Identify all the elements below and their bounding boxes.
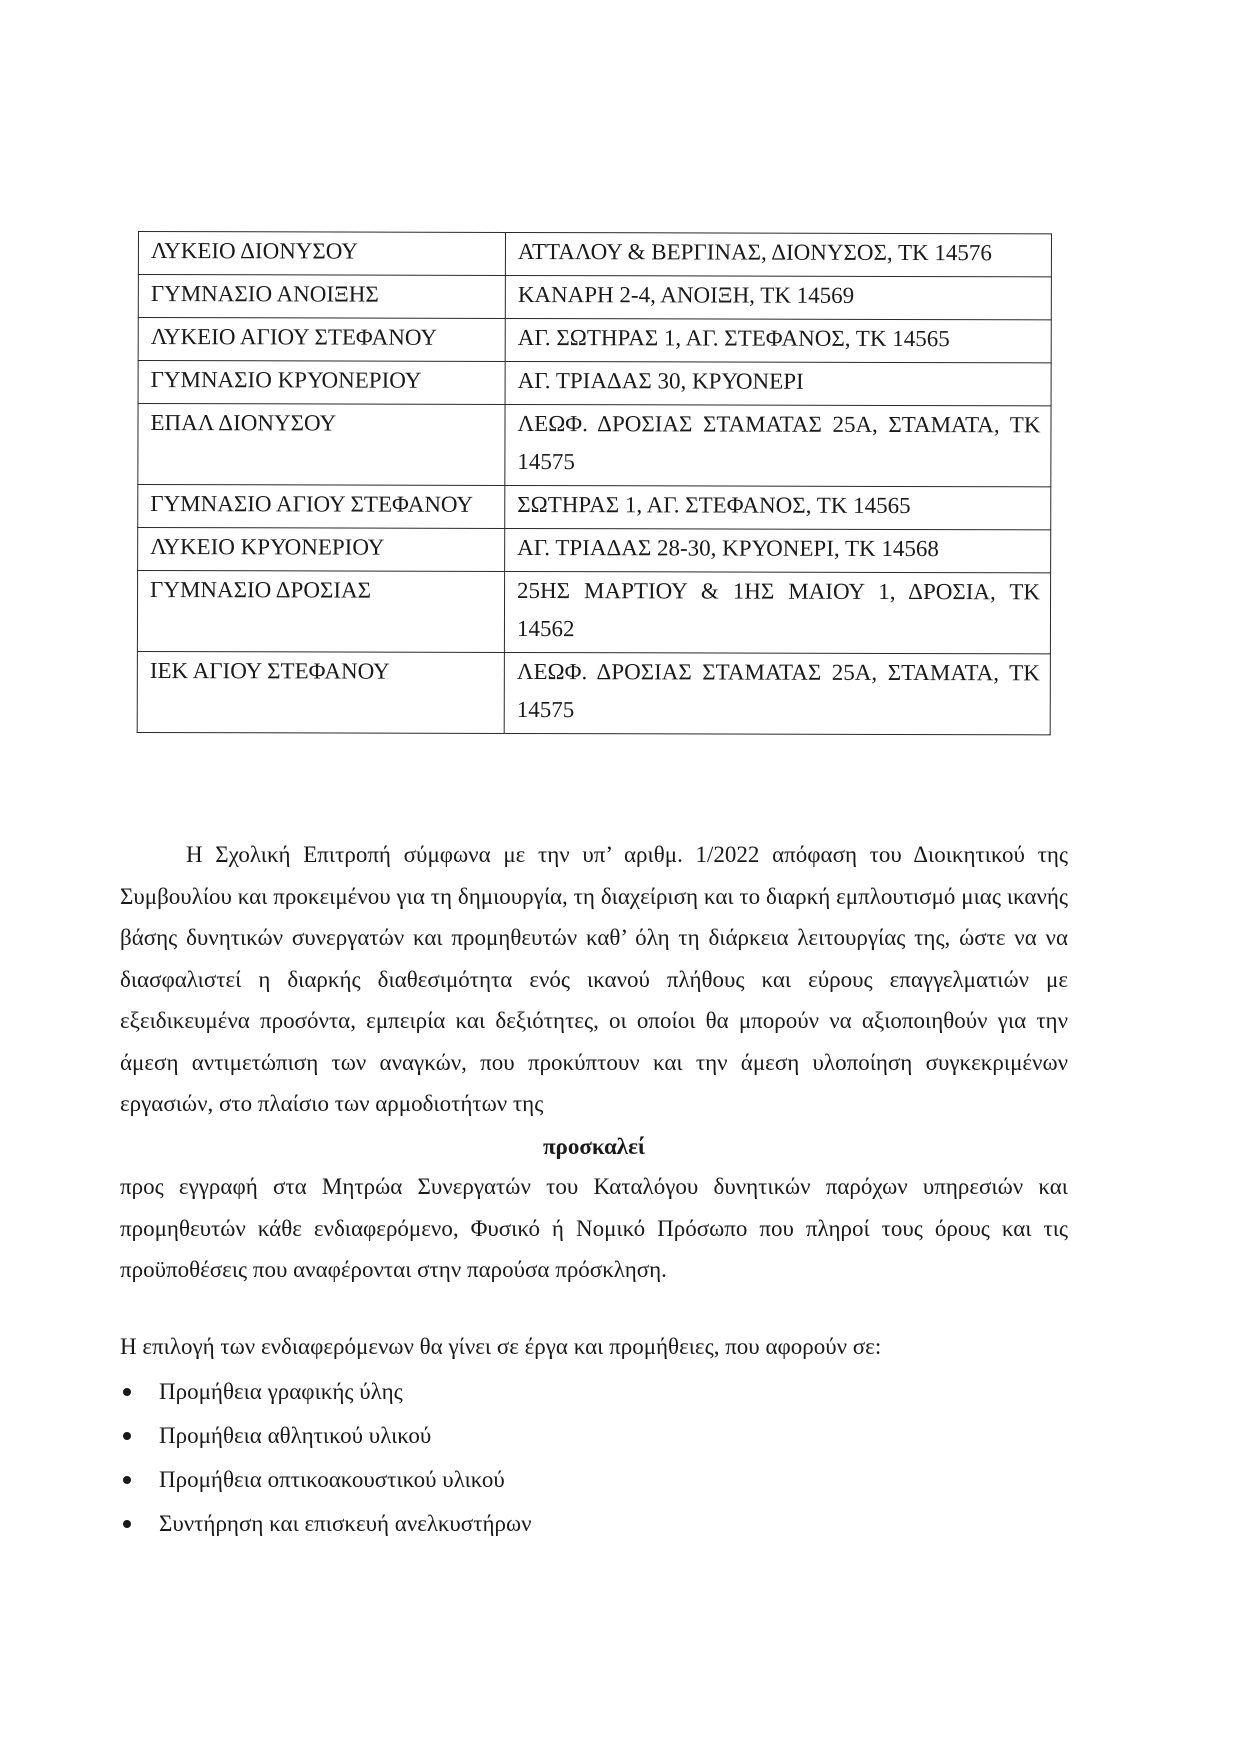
- list-item-label: Προμήθεια οπτικοακουστικού υλικού: [159, 1467, 505, 1492]
- table-row: [138, 232, 1051, 277]
- list-item-label: Συντήρηση και επισκευή ανελκυστήρων: [159, 1511, 532, 1536]
- invite-paragraph: προς εγγραφή στα Μητρώα Συνεργατών του Καταλόγου δυνητικών παρόχων υπηρεσιών και προμηθευτών κάθε ενδιαφερόμενο, Φυσικό ή Νομικό Πρόσωπο που πληροί τους όρους και τις προϋποθέσεις που αναφέρονται στην παρούσα πρόσκληση.: [120, 1174, 1068, 1282]
- invite-heading: προσκαλεί: [542, 1134, 646, 1159]
- school-name: ΓΥΜΝΑΣΙΟ ΔΡΟΣΙΑΣ: [137, 571, 504, 653]
- school-address: ΣΩΤΗΡΑΣ 1, ΑΓ. ΣΤΕΦΑΝΟΣ, ΤΚ 14565: [505, 485, 1051, 529]
- school-address: ΑΤΤΑΛΟΥ & ΒΕΡΓΙΝΑΣ, ΔΙΟΝΥΣΟΣ, ΤΚ 14576: [505, 232, 1051, 276]
- schools-table: [137, 231, 1052, 735]
- table-row: [138, 404, 1051, 487]
- bullet-icon: [123, 1432, 131, 1440]
- table-row: [138, 361, 1051, 406]
- bullet-icon: [123, 1388, 131, 1396]
- school-name: ΓΥΜΝΑΣΙΟ ΑΓΙΟΥ ΣΤΕΦΑΝΟΥ: [138, 485, 505, 529]
- school-address: ΛΕΩΦ. ΔΡΟΣΙΑΣ ΣΤΑΜΑΤΑΣ 25Α, ΣΤΑΜΑΤΑ, ΤΚ 14575: [505, 404, 1051, 486]
- table-row: [137, 651, 1050, 734]
- table-row: [138, 318, 1051, 363]
- school-name: ΓΥΜΝΑΣΙΟ ΑΝΟΙΞΗΣ: [138, 275, 505, 319]
- table-row: [138, 275, 1051, 320]
- bullet-icon: [123, 1520, 131, 1528]
- list-item: [120, 1370, 532, 1414]
- list-item-label: Προμήθεια γραφικής ύλης: [159, 1379, 403, 1404]
- school-name: ΕΠΑΛ ΔΙΟΝΥΣΟΥ: [138, 404, 505, 486]
- supply-list: [120, 1370, 532, 1546]
- table-row: [138, 485, 1051, 530]
- bullet-icon: [123, 1476, 131, 1484]
- intro-paragraph: Η Σχολική Επιτροπή σύμφωνα με την υπ’ αριθμ. 1/2022 απόφαση του Διοικητικού της Συμβουλίου και προκειμένου για τη δημιουργία, τη διαχείριση και το διαρκή εμπλουτισμό μιας ικανής βάσης δυνητικών συνεργατών και προμηθευτών καθ’ όλη τη διάρκεια λειτουργίας της, ώστε να να διασφαλιστεί η διαρκής διαθεσιμότητα ενός ικανού πλήθους και εύρους επαγγελματιών με εξειδικευμένα προσόντα, εμπειρία και δεξιότητες, οι οποίοι θα μπορούν να αξιοποιηθούν για την άμεση αντιμετώπιση των αναγκών, που προκύπτουν και την άμεση υλοποίηση συγκεκριμένων εργασιών, στο πλαίσιο των αρμοδιοτήτων της: [120, 842, 1068, 1116]
- school-name: ΛΥΚΕΙΟ ΚΡΥΟΝΕΡΙΟΥ: [138, 528, 505, 572]
- school-name: ΛΥΚΕΙΟ ΔΙΟΝΥΣΟΥ: [138, 232, 505, 276]
- school-address: ΛΕΩΦ. ΔΡΟΣΙΑΣ ΣΤΑΜΑΤΑΣ 25Α, ΣΤΑΜΑΤΑ, ΤΚ 14575: [504, 652, 1050, 734]
- list-item: [120, 1458, 532, 1502]
- selection-paragraph: Η επιλογή των ενδιαφερόμενων θα γίνει σε έργα και προμήθειες, που αφορούν σε:: [120, 1334, 882, 1359]
- school-name: ΙΕΚ ΑΓΙΟΥ ΣΤΕΦΑΝΟΥ: [137, 651, 504, 733]
- table-row: [137, 571, 1050, 654]
- school-address: ΚΑΝΑΡΗ 2-4, ΑΝΟΙΞΗ, ΤΚ 14569: [505, 275, 1051, 319]
- table-row: [138, 528, 1051, 573]
- school-address: ΑΓ. ΤΡΙΑΔΑΣ 30, ΚΡΥΟΝΕΡΙ: [505, 361, 1051, 405]
- school-name: ΓΥΜΝΑΣΙΟ ΚΡΥΟΝΕΡΙΟΥ: [138, 361, 505, 405]
- school-address: 25ΗΣ ΜΑΡΤΙΟΥ & 1ΗΣ ΜΑΙΟΥ 1, ΔΡΟΣΙΑ, ΤΚ 14562: [504, 571, 1050, 653]
- school-name: ΛΥΚΕΙΟ ΑΓΙΟΥ ΣΤΕΦΑΝΟΥ: [138, 318, 505, 362]
- school-address: ΑΓ. ΤΡΙΑΔΑΣ 28-30, ΚΡΥΟΝΕΡΙ, ΤΚ 14568: [505, 528, 1051, 572]
- list-item: [120, 1414, 532, 1458]
- list-item-label: Προμήθεια αθλητικού υλικού: [159, 1423, 432, 1448]
- school-address: ΑΓ. ΣΩΤΗΡΑΣ 1, ΑΓ. ΣΤΕΦΑΝΟΣ, ΤΚ 14565: [505, 318, 1051, 362]
- list-item: [120, 1502, 532, 1546]
